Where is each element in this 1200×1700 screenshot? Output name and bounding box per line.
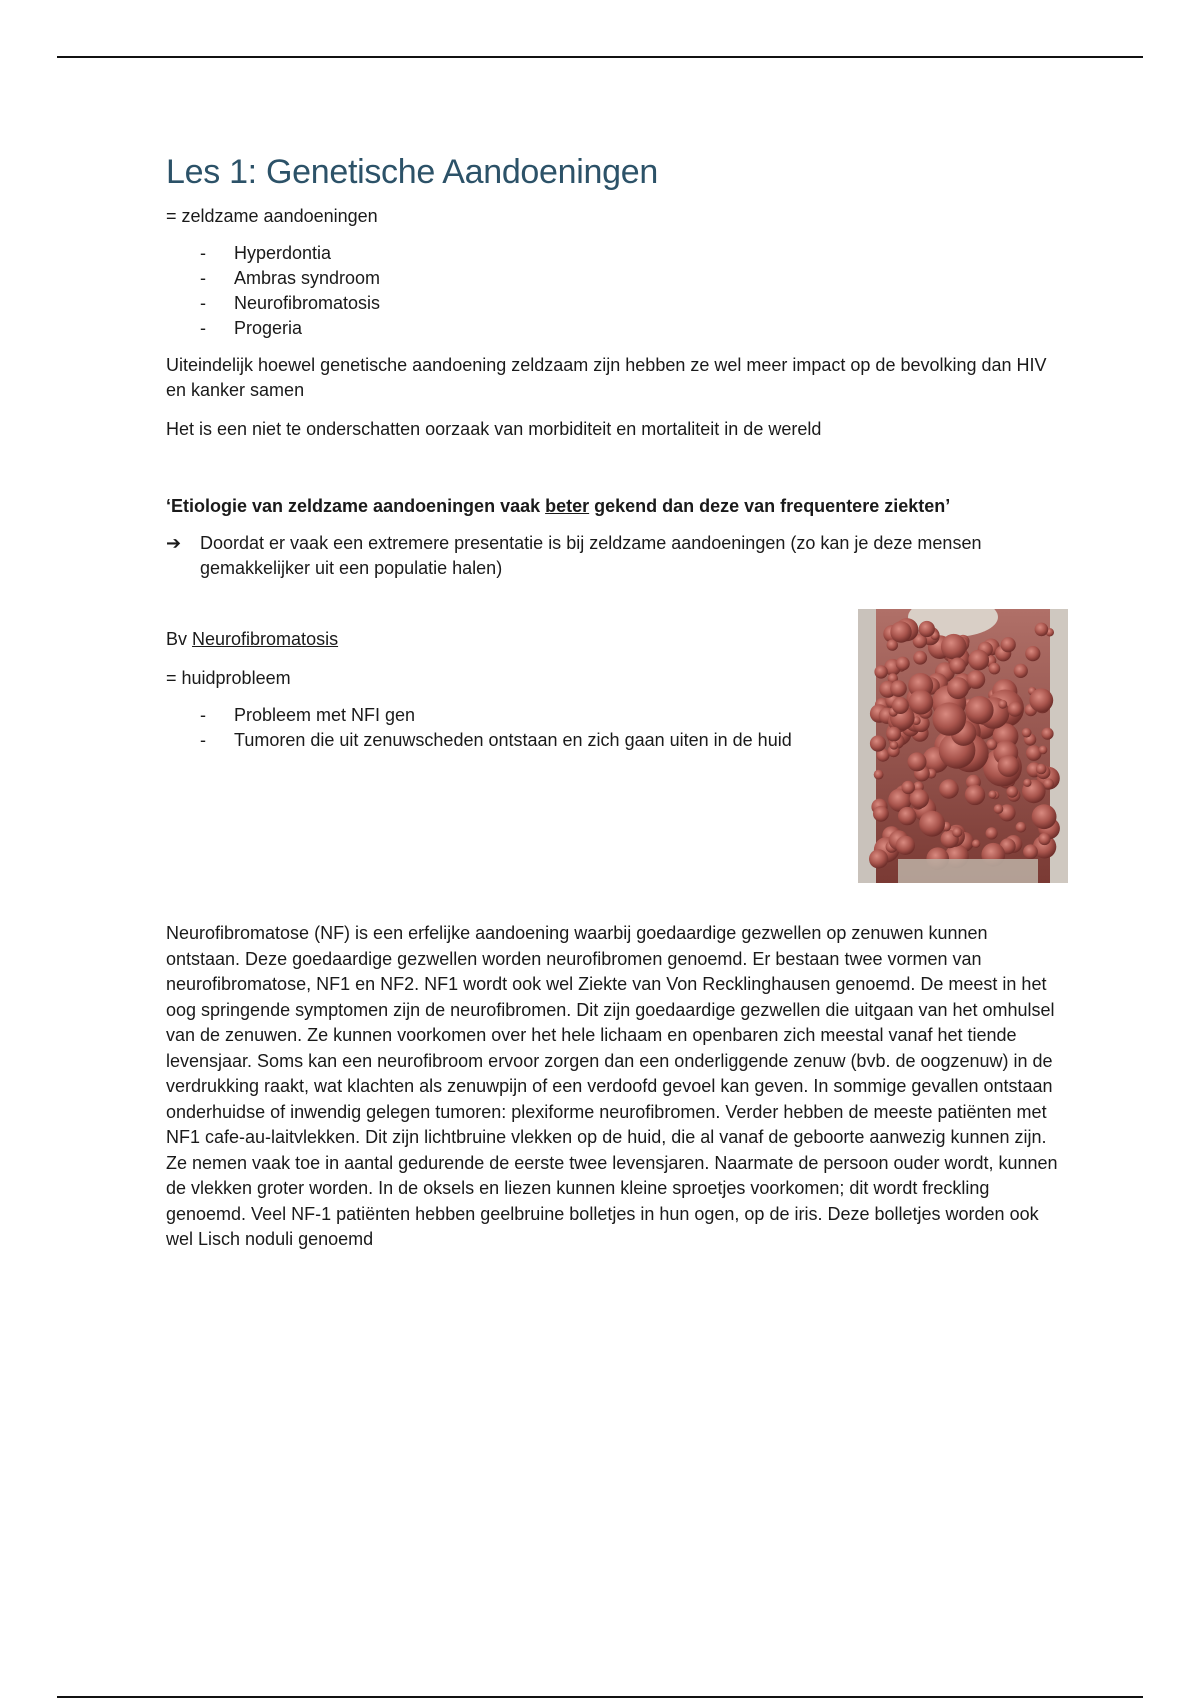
example-definition: = huidprobleem [166, 668, 291, 688]
skin-bump [994, 804, 1004, 814]
dash-icon: - [200, 268, 206, 288]
bottom-rule [57, 1696, 1143, 1698]
skin-bump [1014, 664, 1028, 678]
list-item: - Probleem met NFI gen [166, 703, 826, 728]
dash-icon: - [200, 243, 206, 263]
arrow-point: ➔ Doordat er vaak een extremere presentatie is bij zeldzame aandoeningen (zo kan je deze mensen gemakkelijker uit een populatie halen) [166, 533, 982, 578]
top-rule [57, 56, 1143, 58]
skin-bump [874, 665, 887, 678]
skin-bump [1001, 637, 1016, 652]
neurofibromatosis-photo [858, 609, 1068, 883]
dash-icon: - [200, 730, 206, 750]
skin-bump [896, 836, 915, 855]
skin-bump [908, 752, 927, 771]
example-text [166, 627, 826, 765]
list-item: - Ambras syndroom [166, 266, 1066, 291]
skin-bump [890, 741, 899, 750]
document-page [166, 150, 1066, 1253]
skin-bump [919, 621, 935, 637]
skin-bump [870, 735, 886, 751]
skin-bump [1029, 688, 1053, 712]
skin-bump [952, 827, 962, 837]
skin-bump [1023, 779, 1031, 787]
skin-bump [1038, 833, 1050, 845]
morbidity-paragraph: Het is een niet te onderschatten oorzaak van morbiditeit en mortaliteit in de wereld [166, 419, 822, 439]
list-item: - Neurofibromatosis [166, 291, 1066, 316]
dash-icon: - [200, 293, 206, 313]
skin-bump [1026, 745, 1042, 761]
skin-bump [998, 700, 1007, 709]
conditions-list [166, 241, 1066, 341]
skin-bump [1022, 728, 1032, 738]
dash-icon: - [200, 318, 206, 338]
skin-bump [988, 791, 996, 799]
arrow-right-icon: ➔ [166, 533, 182, 553]
etiology-quote: ‘Etiologie van zeldzame aandoeningen vaak beter gekend dan deze van frequentere ziekten’ [166, 496, 951, 516]
skin-bump [890, 680, 907, 697]
list-item: - Tumoren die uit zenuwscheden ontstaan en zich gaan uiten in de huid [166, 728, 826, 753]
example-heading: Bv Neurofibromatosis [166, 629, 339, 649]
skin-bump [1035, 623, 1049, 637]
skin-bump [968, 650, 989, 671]
skin-bump [965, 785, 985, 805]
skin-bump [913, 651, 927, 665]
body-paragraph: Neurofibromatose (NF) is een erfelijke aandoening waarbij goedaardige gezwellen op zenuwen kunnen ontstaan. Deze goedaardige gezwellen worden neurofibromen genoemd. Er bestaan twee vormen van neurofibromatose, NF1 en NF2. NF1 wordt ook wel Ziekte van Von Recklinghausen genoemd. De meest in het oog springende symptomen zijn de neurofibromen. Dit zijn goedaardige gezwellen die uitgaan van het omhulsel van de zenuwen. Ze kunnen voorkomen over het hele lichaam en openbaren zich meestal vanaf het tiende levensjaar. Soms kan een neurofibroom ervoor zorgen dan een onderliggende zenuw (bvb. de oogzenuw) in de verdrukking raakt, wat klachten als zenuwpijn of een verdoofd gevoel kan geven. In sommige gevallen ontstaan onderhuidse of inwendig gelegen tumoren: plexiforme neurofibromen. Verder hebben de meeste patiënten met NF1 cafe-au-laitvlekken. Dit zijn lichtbruine vlekken op de huid, die al vanaf de geboorte aanwezig kunnen zijn. Ze nemen vaak toe in aantal gedurende de eerste twee levensjaren. Naarmate de persoon ouder wordt, kunnen de vlekken groter worden. In de oksels en liezen kunnen kleine sproetjes voorkomen; dit wordt freckling genoemd. Veel NF-1 patiënten hebben geelbruine bolletjes in hun ogen, op de iris. Deze bolletjes worden ook wel Lisch noduli genoemd [166, 923, 1058, 1249]
skin-bump [898, 807, 916, 825]
underlined-word: beter [545, 496, 590, 516]
skin-bump [896, 657, 910, 671]
skin-bump [1032, 804, 1057, 829]
skin-bump [1036, 764, 1047, 775]
list-item: - Progeria [166, 316, 1066, 341]
skin-bump [998, 755, 1020, 777]
skin-bump [909, 690, 934, 715]
skin-bump [967, 670, 986, 689]
skin-bump [1008, 702, 1023, 717]
skin-bump [989, 663, 1001, 675]
skin-bump [873, 806, 889, 822]
skin-bump [892, 697, 909, 714]
skin-bump [941, 634, 967, 660]
dash-icon: - [200, 705, 206, 725]
skin-bump [1016, 822, 1027, 833]
skin-bump [972, 840, 980, 848]
list-item: - Hyperdontia [166, 241, 1066, 266]
skin-bump [939, 779, 959, 799]
skin-bump [986, 827, 998, 839]
skin-bump [1041, 728, 1053, 740]
skin-bump [1039, 746, 1048, 755]
skin-bump [1023, 844, 1038, 859]
skin-bump [933, 702, 966, 735]
skin-bump [919, 811, 945, 837]
skin-bump [1006, 786, 1018, 798]
skin-bump [869, 849, 888, 868]
photo-illustration [858, 609, 1068, 883]
impact-paragraph: Uiteindelijk hoewel genetische aandoening zeldzaam zijn hebben ze wel meer impact op de bevolking dan HIV en kanker samen [166, 355, 1047, 400]
skin-bump [949, 658, 966, 675]
skin-bump [886, 727, 901, 742]
skin-bump [902, 781, 915, 794]
skin-bump [965, 696, 993, 724]
skin-bump [1025, 646, 1040, 661]
skin-bump [890, 621, 911, 642]
skin-bump [947, 677, 969, 699]
page-title: Les 1: Genetische Aandoeningen [166, 153, 658, 191]
subtitle: = zeldzame aandoeningen [166, 206, 378, 226]
skin-bump [874, 770, 884, 780]
example-points [166, 703, 826, 753]
neurofibromatosis-example [166, 609, 1066, 899]
